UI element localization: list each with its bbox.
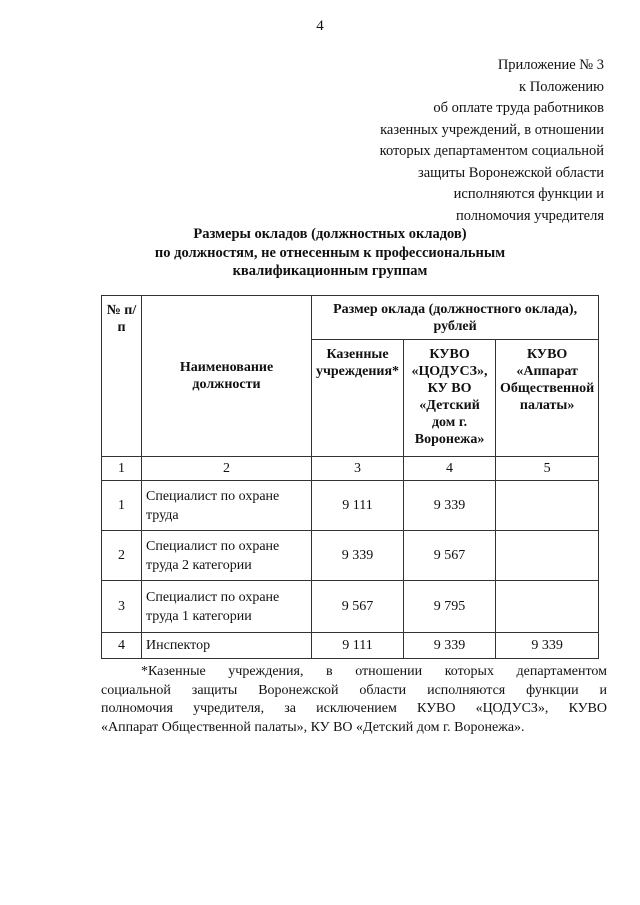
header-num: № п/п: [102, 296, 142, 457]
table-row: [102, 633, 599, 659]
table-row: [102, 581, 599, 633]
appendix-line: Приложение № 3: [497, 57, 604, 73]
title-line: Размеры окладов (должностных окладов): [193, 226, 467, 242]
row-salary-b: 9 567: [404, 531, 496, 581]
footnote-line: социальной защиты Воронежской области исполняются функции и: [101, 682, 607, 698]
row-num: 3: [102, 581, 142, 633]
footnote-line: полномочия учредителя, за исключением КУВО «ЦОДУСЗ», КУВО: [101, 701, 607, 716]
header-col-kuvo-coduz: КУВО «ЦОДУСЗ», КУ ВО «Детский дом г. Воронежа»: [404, 340, 496, 457]
row-salary-c: [496, 531, 599, 581]
header-salary-group: Размер оклада (должностного оклада), рублей: [312, 296, 599, 340]
footnote: [101, 663, 607, 737]
appendix-heading: [304, 55, 604, 227]
footnote-line: *Казенные учреждения, в отношении которых департаментом: [141, 664, 607, 679]
row-salary-c: 9 339: [496, 633, 599, 659]
row-salary-c: [496, 481, 599, 531]
index-cell: 4: [404, 457, 496, 481]
row-name: Специалист по охране труда 2 категории: [142, 531, 312, 581]
header-name: Наименование должности: [142, 296, 312, 457]
index-cell: 2: [142, 457, 312, 481]
row-name: Инспектор: [142, 633, 312, 659]
appendix-line: которых департаментом социальной: [379, 143, 604, 159]
row-salary-b: 9 339: [404, 633, 496, 659]
salary-table: [101, 295, 599, 659]
index-cell: 5: [496, 457, 599, 481]
appendix-line: полномочия учредителя: [455, 207, 604, 224]
appendix-line: к Положению: [519, 78, 604, 95]
title-line: квалификационным группам: [232, 263, 428, 279]
appendix-line: казенных учреждений, в отношении: [380, 121, 604, 138]
footnote-line: «Аппарат Общественной палаты», КУ ВО «Детский дом г. Воронежа».: [101, 719, 525, 735]
index-row: [102, 457, 599, 481]
page-number: 4: [316, 18, 324, 34]
row-name: Специалист по охране труда: [142, 481, 312, 531]
index-cell: 1: [102, 457, 142, 481]
header-col-kazennye: Казенные учреждения*: [312, 340, 404, 457]
table-row: [102, 481, 599, 531]
row-salary-a: 9 111: [312, 633, 404, 659]
appendix-line: исполняются функции и: [453, 186, 604, 202]
row-name: Специалист по охране труда 1 категории: [142, 581, 312, 633]
header-col-kuvo-apparat: КУВО «Аппарат Общественной палаты»: [496, 340, 599, 457]
appendix-line: защиты Воронежской области: [417, 164, 604, 181]
table-header-row: [102, 296, 599, 340]
row-num: 4: [102, 633, 142, 659]
document-title: [100, 225, 560, 281]
row-salary-a: 9 339: [312, 531, 404, 581]
row-salary-a: 9 567: [312, 581, 404, 633]
table-row: [102, 531, 599, 581]
appendix-line: об оплате труда работников: [433, 100, 604, 116]
row-num: 2: [102, 531, 142, 581]
title-line: по должностям, не отнесенным к профессиональным: [154, 244, 506, 261]
row-salary-c: [496, 581, 599, 633]
row-num: 1: [102, 481, 142, 531]
index-cell: 3: [312, 457, 404, 481]
row-salary-b: 9 795: [404, 581, 496, 633]
row-salary-a: 9 111: [312, 481, 404, 531]
row-salary-b: 9 339: [404, 481, 496, 531]
